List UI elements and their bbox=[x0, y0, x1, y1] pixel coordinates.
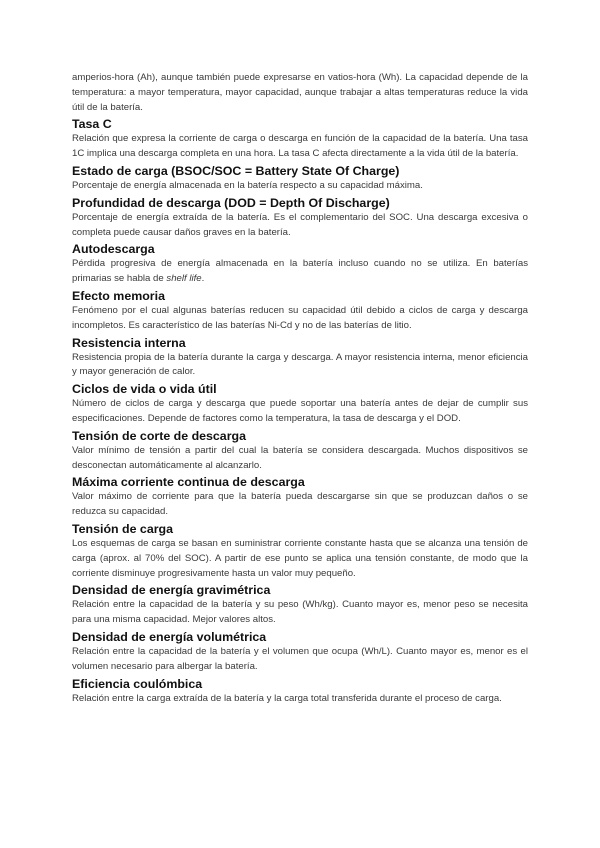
section-text: Porcentaje de energía extraída de la batería. Es el complementario del SOC. Una descarga excesiva o completa puede causar daños graves en la batería. bbox=[72, 211, 528, 238]
section-heading: Tasa C bbox=[72, 117, 112, 132]
section-text: Relación que expresa la corriente de carga o descarga en función de la capacidad de la batería. Una tasa 1C implica una descarga completa en una hora. La tasa C afecta directamente a la vida útil de la batería. bbox=[72, 133, 528, 160]
section-text: Los esquemas de carga se basan en suministrar corriente constante hasta que se alcanza una tensión de carga (aprox. al 70% del SOC). A partir de ese punto se aplica una tensión constante, de modo que la corriente disminuye progresivamente hasta un valor muy pequeño. bbox=[72, 537, 528, 579]
section-text: Valor máximo de corriente para que la batería pueda descargarse sin que se produzcan daños o se reduzca su capacidad. bbox=[72, 491, 528, 518]
section-tension-de-carga bbox=[72, 521, 528, 581]
section-text-before: Pérdida progresiva de energía almacenada en la batería incluso cuando no se utiliza. En baterías primarias se habla de bbox=[72, 258, 528, 285]
section-eficiencia-coulombica bbox=[72, 676, 528, 707]
section-densidad-volumetrica bbox=[72, 629, 528, 675]
section-densidad-gravimetrica bbox=[72, 582, 528, 628]
italic-term: shelf life bbox=[166, 273, 202, 285]
section-text-after: . bbox=[201, 273, 205, 285]
section-profundidad-de-descarga bbox=[72, 195, 528, 241]
section-heading: Eficiencia coulómbica bbox=[72, 676, 203, 691]
section-tasa-c bbox=[72, 116, 528, 162]
section-autodescarga bbox=[72, 241, 528, 287]
section-estado-de-carga bbox=[72, 163, 528, 194]
section-heading: Resistencia interna bbox=[72, 335, 186, 350]
section-efecto-memoria bbox=[72, 288, 528, 334]
section-heading: Tensión de corte de descarga bbox=[72, 428, 246, 443]
section-text bbox=[72, 257, 528, 287]
section-tension-de-corte bbox=[72, 428, 528, 474]
section-text: Valor mínimo de tensión a partir del cual la batería se considera descargada. Muchos dispositivos se desconectan automáticamente al alcanzarlo. bbox=[72, 444, 528, 471]
section-heading: Tensión de carga bbox=[72, 521, 173, 536]
section-heading: Densidad de energía volumétrica bbox=[72, 629, 267, 644]
section-heading: Autodescarga bbox=[72, 242, 155, 257]
section-text: Fenómeno por el cual algunas baterías reducen su capacidad útil debido a ciclos de carga y descarga incompletos. Es característico de las baterías Ni-Cd y no de las baterías de litio. bbox=[72, 304, 528, 331]
section-text: Relación entre la capacidad de la batería y su peso (Wh/kg). Cuanto mayor es, menor peso se necesita para una misma capacidad. Mejor valores altos. bbox=[72, 599, 528, 626]
section-heading: Profundidad de descarga (DOD = Depth Of Discharge) bbox=[72, 195, 390, 210]
intro-paragraph: amperios-hora (Ah), aunque también puede expresarse en vatios-hora (Wh). La capacidad depende de la temperatura: a mayor temperatura, mayor capacidad, aunque trabajar a altas temperaturas reduce la vida útil de la batería. bbox=[72, 72, 528, 113]
section-maxima-corriente bbox=[72, 474, 528, 520]
section-ciclos-de-vida bbox=[72, 381, 528, 427]
section-text: Relación entre la carga extraída de la batería y la carga total transferida durante el proceso de carga. bbox=[72, 692, 502, 704]
section-heading: Ciclos de vida o vida útil bbox=[72, 382, 217, 397]
section-text: Resistencia propia de la batería durante la carga y descarga. A mayor resistencia interna, menor eficiencia y mayor generación de calor. bbox=[72, 351, 528, 378]
section-text: Número de ciclos de carga y descarga que puede soportar una batería antes de dejar de cumplir sus especificaciones. Depende de factores como la temperatura, la tasa de descarga y el DOD. bbox=[72, 398, 528, 424]
section-resistencia-interna bbox=[72, 335, 528, 381]
section-heading: Máxima corriente continua de descarga bbox=[72, 475, 305, 490]
document-page bbox=[72, 71, 528, 706]
section-heading: Estado de carga (BSOC/SOC = Battery State Of Charge) bbox=[72, 163, 400, 178]
section-text: Porcentaje de energía almacenada en la batería respecto a su capacidad máxima. bbox=[72, 179, 423, 191]
section-heading: Efecto memoria bbox=[72, 288, 165, 303]
section-heading: Densidad de energía gravimétrica bbox=[72, 583, 271, 598]
section-text: Relación entre la capacidad de la batería y el volumen que ocupa (Wh/L). Cuanto mayor es, menor es el volumen necesario para albergar la batería. bbox=[72, 645, 528, 672]
